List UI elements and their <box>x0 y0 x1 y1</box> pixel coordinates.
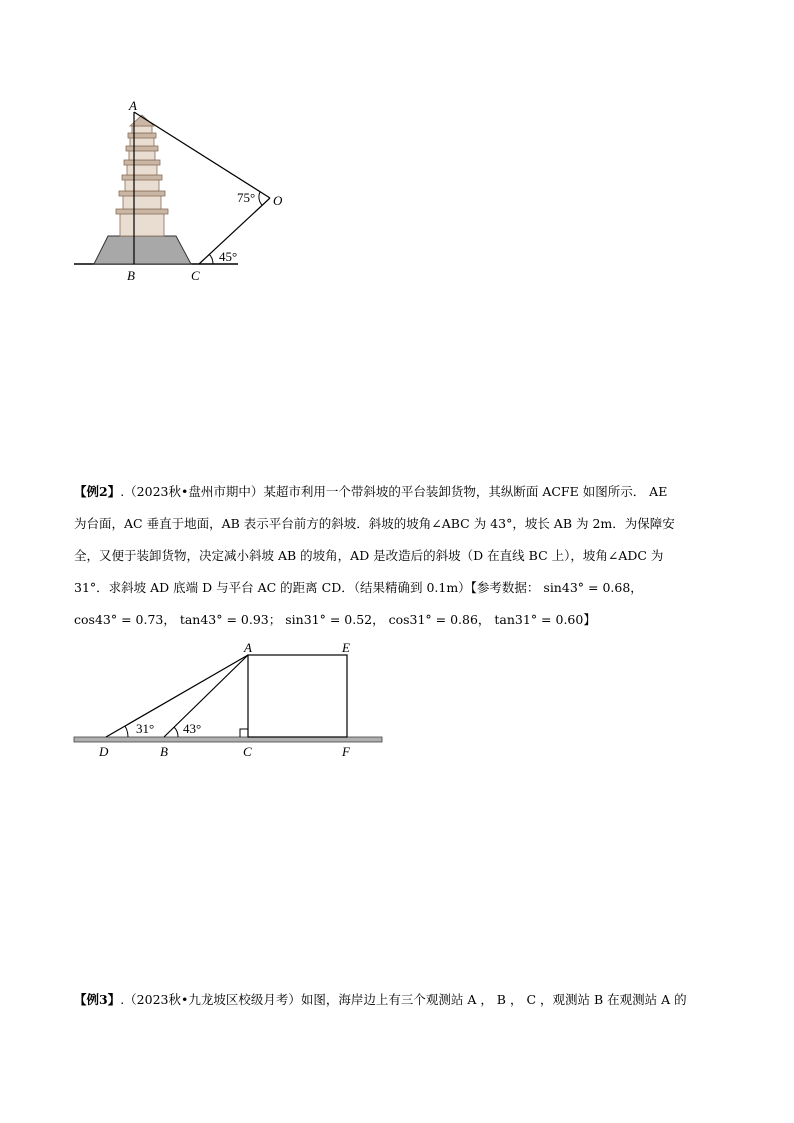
example-3-tag: 【例3】 <box>74 992 121 1007</box>
example-2-line-5: cos43° = 0.73， tan43° = 0.93； sin31° = 0.52， cos31° = 0.86， tan31° = 0.60】 <box>74 612 596 627</box>
platform-ACFE <box>248 655 347 737</box>
example-3-text: .（2023秋•九龙坡区校级月考）如图，海岸边上有三个观测站 A ， B ， C ，观测站 B 在观测站 A 的 <box>120 992 687 1007</box>
label-F: F <box>342 744 350 759</box>
example-2-text-1: .（2023秋•盘州市期中）某超市利用一个带斜坡的平台装卸货物，其纵断面 ACFE 如图所示． AE <box>120 484 668 499</box>
angle-45-label: 45° <box>219 249 238 264</box>
example-3 <box>74 984 724 1016</box>
ground-strip <box>74 737 382 742</box>
label-A: A <box>129 98 137 113</box>
angle-arc-75 <box>259 192 262 205</box>
right-angle-mark <box>240 729 248 737</box>
slope-figure <box>70 638 390 763</box>
pagoda-figure <box>70 95 300 285</box>
label-D: D <box>99 744 109 759</box>
label-E: E <box>342 640 350 655</box>
angle-arc-45 <box>209 254 213 264</box>
pagoda-tower <box>116 115 168 236</box>
angle-43-label: 43° <box>183 721 202 736</box>
example-3-line-1 <box>74 984 724 1016</box>
label-C: C <box>243 744 252 759</box>
angle-arc-43 <box>174 727 178 737</box>
pagoda-base <box>94 236 191 264</box>
example-2-line-1 <box>74 476 724 508</box>
label-C: C <box>191 268 200 283</box>
example-2-line-4: 31°．求斜坡 AD 底端 D 与平台 AC 的距离 CD．（结果精确到 0.1m）【参考数据： sin43° = 0.68， <box>74 580 643 595</box>
example-2 <box>74 476 724 636</box>
example-2-line-2: 为台面，AC 垂直于地面，AB 表示平台前方的斜坡．斜坡的坡角∠ABC 为 43°，坡长 AB 为 2m．为保障安 <box>74 516 675 531</box>
label-B: B <box>127 268 135 283</box>
example-2-tag: 【例2】 <box>74 484 121 499</box>
angle-75-label: 75° <box>237 190 256 205</box>
label-A: A <box>244 640 252 655</box>
angle-31-label: 31° <box>136 721 155 736</box>
label-O: O <box>273 193 283 208</box>
example-2-line-3: 全，又便于装卸货物，决定减小斜坡 AB 的坡角，AD 是改造后的斜坡（D 在直线 BC 上），坡角∠ADC 为 <box>74 548 664 563</box>
angle-arc-31 <box>125 726 128 737</box>
label-B: B <box>160 744 168 759</box>
